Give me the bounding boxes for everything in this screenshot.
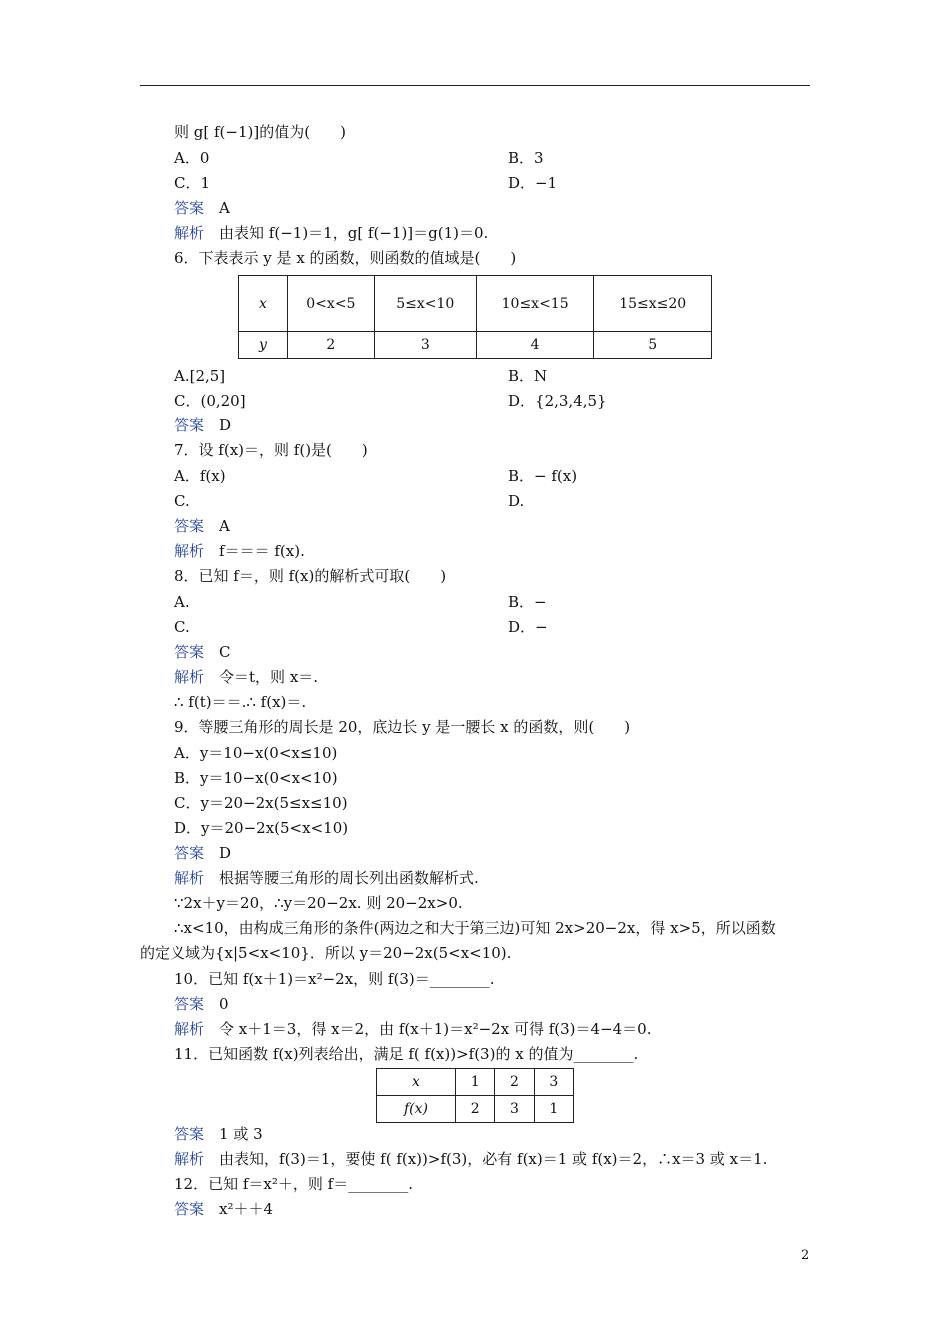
q5-option-d: D．−1 xyxy=(508,174,558,192)
q5-answer xyxy=(174,198,230,218)
answer-value: A xyxy=(219,517,230,535)
table-cell: 10≤x<15 xyxy=(476,276,594,332)
analysis-label: 解析 xyxy=(174,542,205,560)
answer-label: 答案 xyxy=(174,643,205,661)
table-cell: x xyxy=(377,1069,456,1096)
q10-stem: 10．已知 f(x＋1)＝x²−2x，则 f(3)＝________. xyxy=(174,970,495,988)
table-cell: x xyxy=(239,276,288,332)
analysis-label: 解析 xyxy=(174,1020,205,1038)
q6-option-c: C．(0,20] xyxy=(174,392,246,410)
table-cell: 15≤x≤20 xyxy=(594,276,712,332)
answer-value: D xyxy=(219,844,232,862)
q9-option-c: C．y＝20−2x(5≤x≤10) xyxy=(174,794,348,812)
answer-label: 答案 xyxy=(174,995,205,1013)
table-cell: 3 xyxy=(374,332,476,359)
answer-value: 1 或 3 xyxy=(219,1125,263,1143)
analysis-label: 解析 xyxy=(174,224,205,242)
q7-answer xyxy=(174,516,230,536)
analysis-text: 令＝t，则 x＝. xyxy=(219,668,319,686)
table-cell: 3 xyxy=(495,1096,534,1123)
q8-option-a: A. xyxy=(174,593,190,611)
q7-option-d: D. xyxy=(508,492,525,510)
analysis-label: 解析 xyxy=(174,869,205,887)
table-cell: 4 xyxy=(476,332,594,359)
q5-stem: 则 g[ f(−1)]的值为( ) xyxy=(174,123,346,141)
q9-answer xyxy=(174,843,231,863)
q9-option-b: B．y＝10−x(0<x<10) xyxy=(174,769,338,787)
table-cell: 5 xyxy=(594,332,712,359)
table-cell: f(x) xyxy=(377,1096,456,1123)
q8-stem: 8．已知 f＝，则 f(x)的解析式可取( ) xyxy=(174,567,447,585)
q9-analysis-cont: 的定义域为{x|5<x<10}．所以 y＝20−2x(5<x<10). xyxy=(140,944,512,962)
answer-label: 答案 xyxy=(174,1200,205,1218)
q7-analysis xyxy=(174,541,305,561)
q12-answer xyxy=(174,1199,273,1219)
q6-option-d: D．{2,3,4,5} xyxy=(508,392,607,410)
q5-option-a: A．0 xyxy=(174,149,210,167)
q7-option-a: A．f(x) xyxy=(174,467,226,485)
answer-value: 0 xyxy=(219,995,229,1013)
answer-label: 答案 xyxy=(174,844,205,862)
analysis-label: 解析 xyxy=(174,1150,205,1168)
q9-analysis-cont: ∴x<10，由构成三角形的条件(两边之和大于第三边)可知 2x>20−2x，得 x>5，所以函数 xyxy=(174,919,776,937)
answer-label: 答案 xyxy=(174,1125,205,1143)
q8-option-b: B．− xyxy=(508,593,547,611)
table-cell: 2 xyxy=(288,332,375,359)
table-cell: 2 xyxy=(456,1096,495,1123)
table-cell: 3 xyxy=(534,1069,573,1096)
q8-option-d: D．− xyxy=(508,618,548,636)
q5-analysis xyxy=(174,223,488,243)
table-cell: 5≤x<10 xyxy=(374,276,476,332)
analysis-text: 由表知，f(3)＝1，要使 f( f(x))>f(3)，必有 f(x)＝1 或 f(x)＝2，∴x＝3 或 x＝1. xyxy=(219,1150,768,1168)
q6-answer xyxy=(174,415,231,435)
table-cell: 2 xyxy=(495,1069,534,1096)
q8-analysis xyxy=(174,667,318,687)
answer-value: A xyxy=(219,199,230,217)
q12-stem: 12．已知 f＝x²＋，则 f＝________. xyxy=(174,1175,413,1193)
q8-analysis-cont: ∴ f(t)＝＝.∴ f(x)＝. xyxy=(174,693,307,711)
q10-answer xyxy=(174,994,229,1014)
table-cell: 1 xyxy=(534,1096,573,1123)
analysis-text: f＝＝＝ f(x). xyxy=(219,542,305,560)
q10-analysis xyxy=(174,1019,652,1039)
q11-analysis xyxy=(174,1149,767,1169)
q7-option-b: B．− f(x) xyxy=(508,467,578,485)
analysis-label: 解析 xyxy=(174,668,205,686)
analysis-text: 由表知 f(−1)＝1，g[ f(−1)]＝g(1)＝0. xyxy=(219,224,489,242)
answer-label: 答案 xyxy=(174,416,205,434)
q9-analysis-cont: ∵2x＋y＝20，∴y＝20−2x. 则 20−2x>0. xyxy=(174,894,463,912)
page-number: 2 xyxy=(801,1248,810,1263)
table-cell: 1 xyxy=(456,1069,495,1096)
q11-answer xyxy=(174,1124,263,1144)
table-cell: 0<x<5 xyxy=(288,276,375,332)
q7-stem: 7．设 f(x)＝，则 f()是( ) xyxy=(174,441,368,459)
answer-label: 答案 xyxy=(174,199,205,217)
q8-option-c: C. xyxy=(174,618,190,636)
answer-value: x²＋＋4 xyxy=(219,1200,274,1218)
q9-analysis xyxy=(174,868,479,888)
answer-label: 答案 xyxy=(174,517,205,535)
q6-option-a: A.[2,5] xyxy=(174,367,226,385)
table-cell: y xyxy=(239,332,288,359)
q8-answer xyxy=(174,642,231,662)
q6-option-b: B．N xyxy=(508,367,548,385)
q9-option-a: A．y＝10−x(0<x≤10) xyxy=(174,744,338,762)
analysis-text: 根据等腰三角形的周长列出函数解析式. xyxy=(219,869,479,887)
q6-table xyxy=(238,275,712,359)
q5-option-b: B．3 xyxy=(508,149,544,167)
analysis-text: 令 x＋1＝3，得 x＝2，由 f(x＋1)＝x²−2x 可得 f(3)＝4−4＝0. xyxy=(219,1020,652,1038)
q11-stem: 11．已知函数 f(x)列表给出，满足 f( f(x))>f(3)的 x 的值为________. xyxy=(174,1045,639,1063)
answer-value: D xyxy=(219,416,232,434)
q11-table xyxy=(376,1068,574,1123)
q7-option-c: C. xyxy=(174,492,190,510)
q9-option-d: D．y＝20−2x(5<x<10) xyxy=(174,819,349,837)
q6-stem: 6．下表表示 y 是 x 的函数，则函数的值域是( ) xyxy=(174,249,517,267)
answer-value: C xyxy=(219,643,231,661)
q5-option-c: C．1 xyxy=(174,174,211,192)
header-rule xyxy=(140,85,810,86)
q9-stem: 9．等腰三角形的周长是 20，底边长 y 是一腰长 x 的函数，则( ) xyxy=(174,718,631,736)
